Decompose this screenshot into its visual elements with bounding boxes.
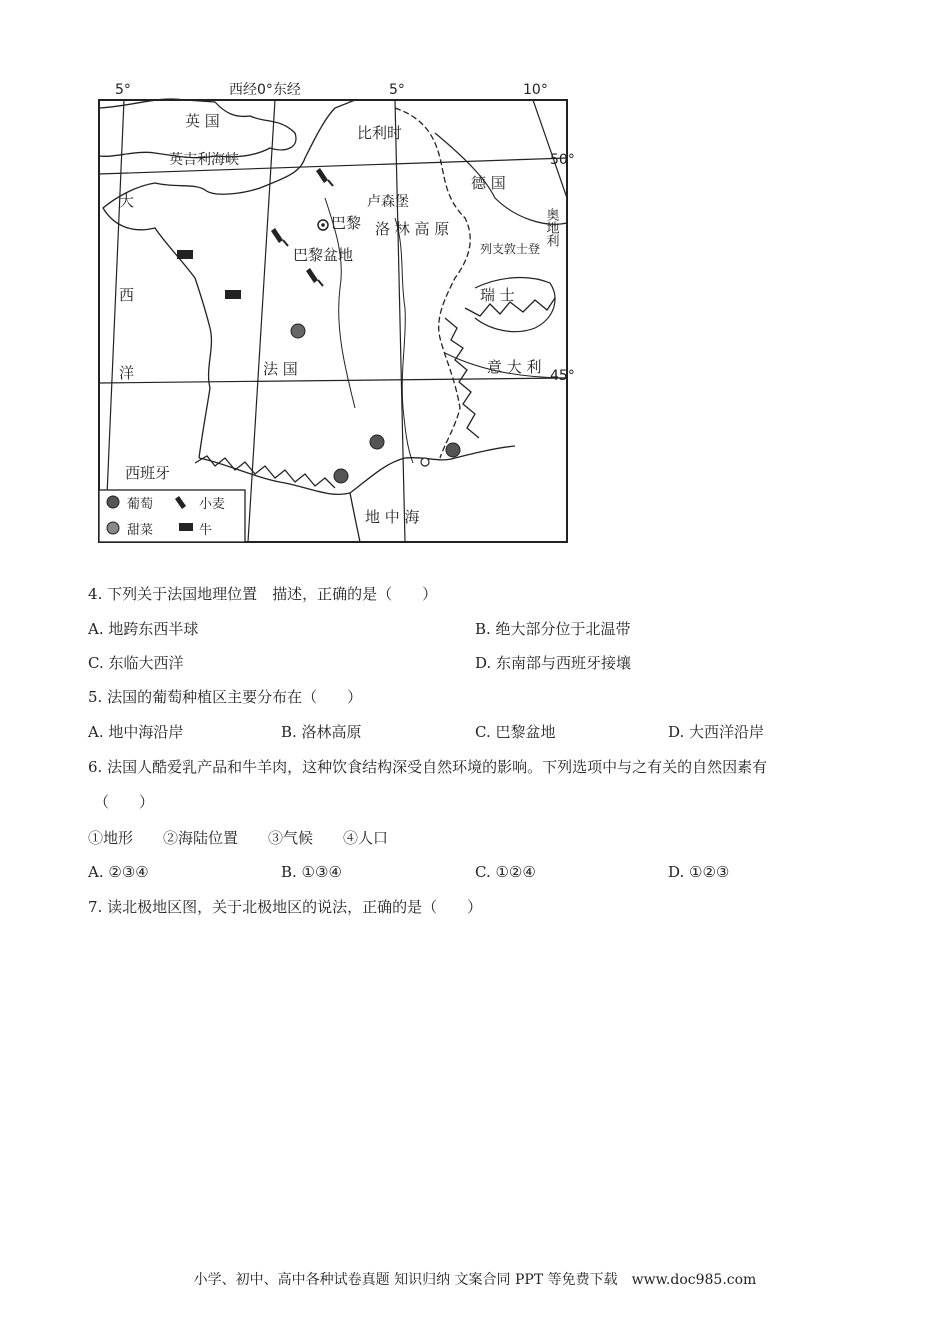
- belgium-label: 比利时: [357, 124, 403, 142]
- q7-stem: 7. 读北极地区图，关于北极地区的说法，正确的是（ ）: [88, 898, 483, 916]
- paris-dot: [321, 223, 325, 227]
- france-map-svg: [95, 78, 575, 548]
- beet-icon: [291, 324, 305, 338]
- wheat-icon: [271, 228, 288, 246]
- page-footer[interactable]: 小学、初中、高中各种试卷真题 知识归纳 文案合同 PPT 等免费下载 www.doc985.com: [193, 1272, 757, 1288]
- lat-line-45: [99, 378, 567, 383]
- legend-beet-label: 甜菜: [127, 523, 154, 538]
- uk-label: 英 国: [185, 112, 220, 130]
- q6-option-a[interactable]: A. ②③④: [88, 863, 149, 881]
- q5-stem: 5. 法国的葡萄种植区主要分布在（ ）: [88, 688, 363, 706]
- legend-beet-icon: [107, 522, 119, 534]
- lorraine-label: 洛 林 高 原: [375, 220, 450, 238]
- paris-basin-label: 巴黎盆地: [293, 246, 354, 264]
- lat-label: 45°: [550, 368, 575, 384]
- cattle-icon: [225, 290, 241, 299]
- pyrenees: [195, 456, 335, 488]
- marseille-marker: [421, 458, 429, 466]
- atlantic-label: 西: [119, 286, 135, 304]
- q4-option-b[interactable]: B. 绝大部分位于北温带: [475, 620, 631, 638]
- austria-label: 奥地利: [543, 208, 559, 247]
- q6-items: ①地形 ②海陆位置 ③气候 ④人口: [88, 829, 389, 847]
- legend-grape-label: 葡萄: [127, 497, 154, 512]
- wheat-icon: [316, 168, 333, 186]
- q4-option-d[interactable]: D. 东南部与西班牙接壤: [475, 654, 632, 672]
- med-coast: [199, 446, 515, 494]
- q5-option-a[interactable]: A. 地中海沿岸: [88, 723, 184, 741]
- spain-label: 西班牙: [125, 464, 171, 482]
- spain-coast: [350, 493, 360, 542]
- q6-stem-cont: （ ）: [94, 793, 155, 811]
- legend-cattle-icon: [179, 523, 193, 531]
- q5-option-b[interactable]: B. 洛林高原: [281, 723, 362, 741]
- liechtenstein-label: 列支敦士登: [480, 242, 541, 256]
- q4-option-a[interactable]: A. 地跨东西半球: [88, 620, 199, 638]
- q6-option-d[interactable]: D. ①②③: [668, 863, 730, 881]
- q6-option-c[interactable]: C. ①②④: [475, 863, 536, 881]
- med-label: 地 中 海: [365, 508, 420, 526]
- river-rhone: [395, 218, 413, 463]
- germany-label: 德 国: [471, 174, 506, 192]
- cattle-icon: [177, 250, 193, 259]
- q6-stem: 6. 法国人酷爱乳产品和牛羊肉，这种饮食结构深受自然环境的影响。下列选项中与之有关的自然因素有: [88, 758, 768, 776]
- grape-icon: [334, 469, 348, 483]
- atlantic-label: 洋: [119, 364, 135, 382]
- lat-label: 50°: [550, 152, 575, 168]
- legend-grape-icon: [107, 496, 119, 508]
- grape-icon: [446, 443, 460, 457]
- channel-label: 英吉利海峡: [169, 152, 239, 168]
- switzerland-label: 瑞 士: [480, 286, 515, 304]
- lon-label: 10°: [523, 82, 548, 98]
- lon-line-w5: [105, 100, 124, 542]
- legend-wheat-label: 小麦: [199, 497, 226, 512]
- lon-label: 西经0°东经: [229, 82, 301, 98]
- luxembourg-label: 卢森堡: [367, 194, 409, 210]
- france-label: 法 国: [263, 360, 298, 378]
- eastern-border: [395, 108, 470, 458]
- legend-cattle-label: 牛: [199, 523, 213, 538]
- lon-line-0: [248, 100, 275, 542]
- q5-option-c[interactable]: C. 巴黎盆地: [475, 723, 556, 741]
- alps: [445, 318, 479, 438]
- atlantic-label: 大: [119, 192, 135, 210]
- paris-label: 巴黎: [331, 214, 362, 232]
- lon-label: 5°: [115, 82, 131, 98]
- q6-option-b[interactable]: B. ①③④: [281, 863, 342, 881]
- lon-label: 5°: [389, 82, 405, 98]
- q5-option-d[interactable]: D. 大西洋沿岸: [668, 723, 765, 741]
- q4-option-c[interactable]: C. 东临大西洋: [88, 654, 184, 672]
- grape-icon: [370, 435, 384, 449]
- q4-stem: 4. 下列关于法国地理位置 描述，正确的是（ ）: [88, 585, 438, 603]
- lon-line-e10: [533, 100, 567, 198]
- wheat-icon: [306, 268, 323, 286]
- lon-line-e5: [395, 100, 405, 542]
- italy-label: 意 大 利: [487, 358, 542, 376]
- france-map: [95, 78, 575, 548]
